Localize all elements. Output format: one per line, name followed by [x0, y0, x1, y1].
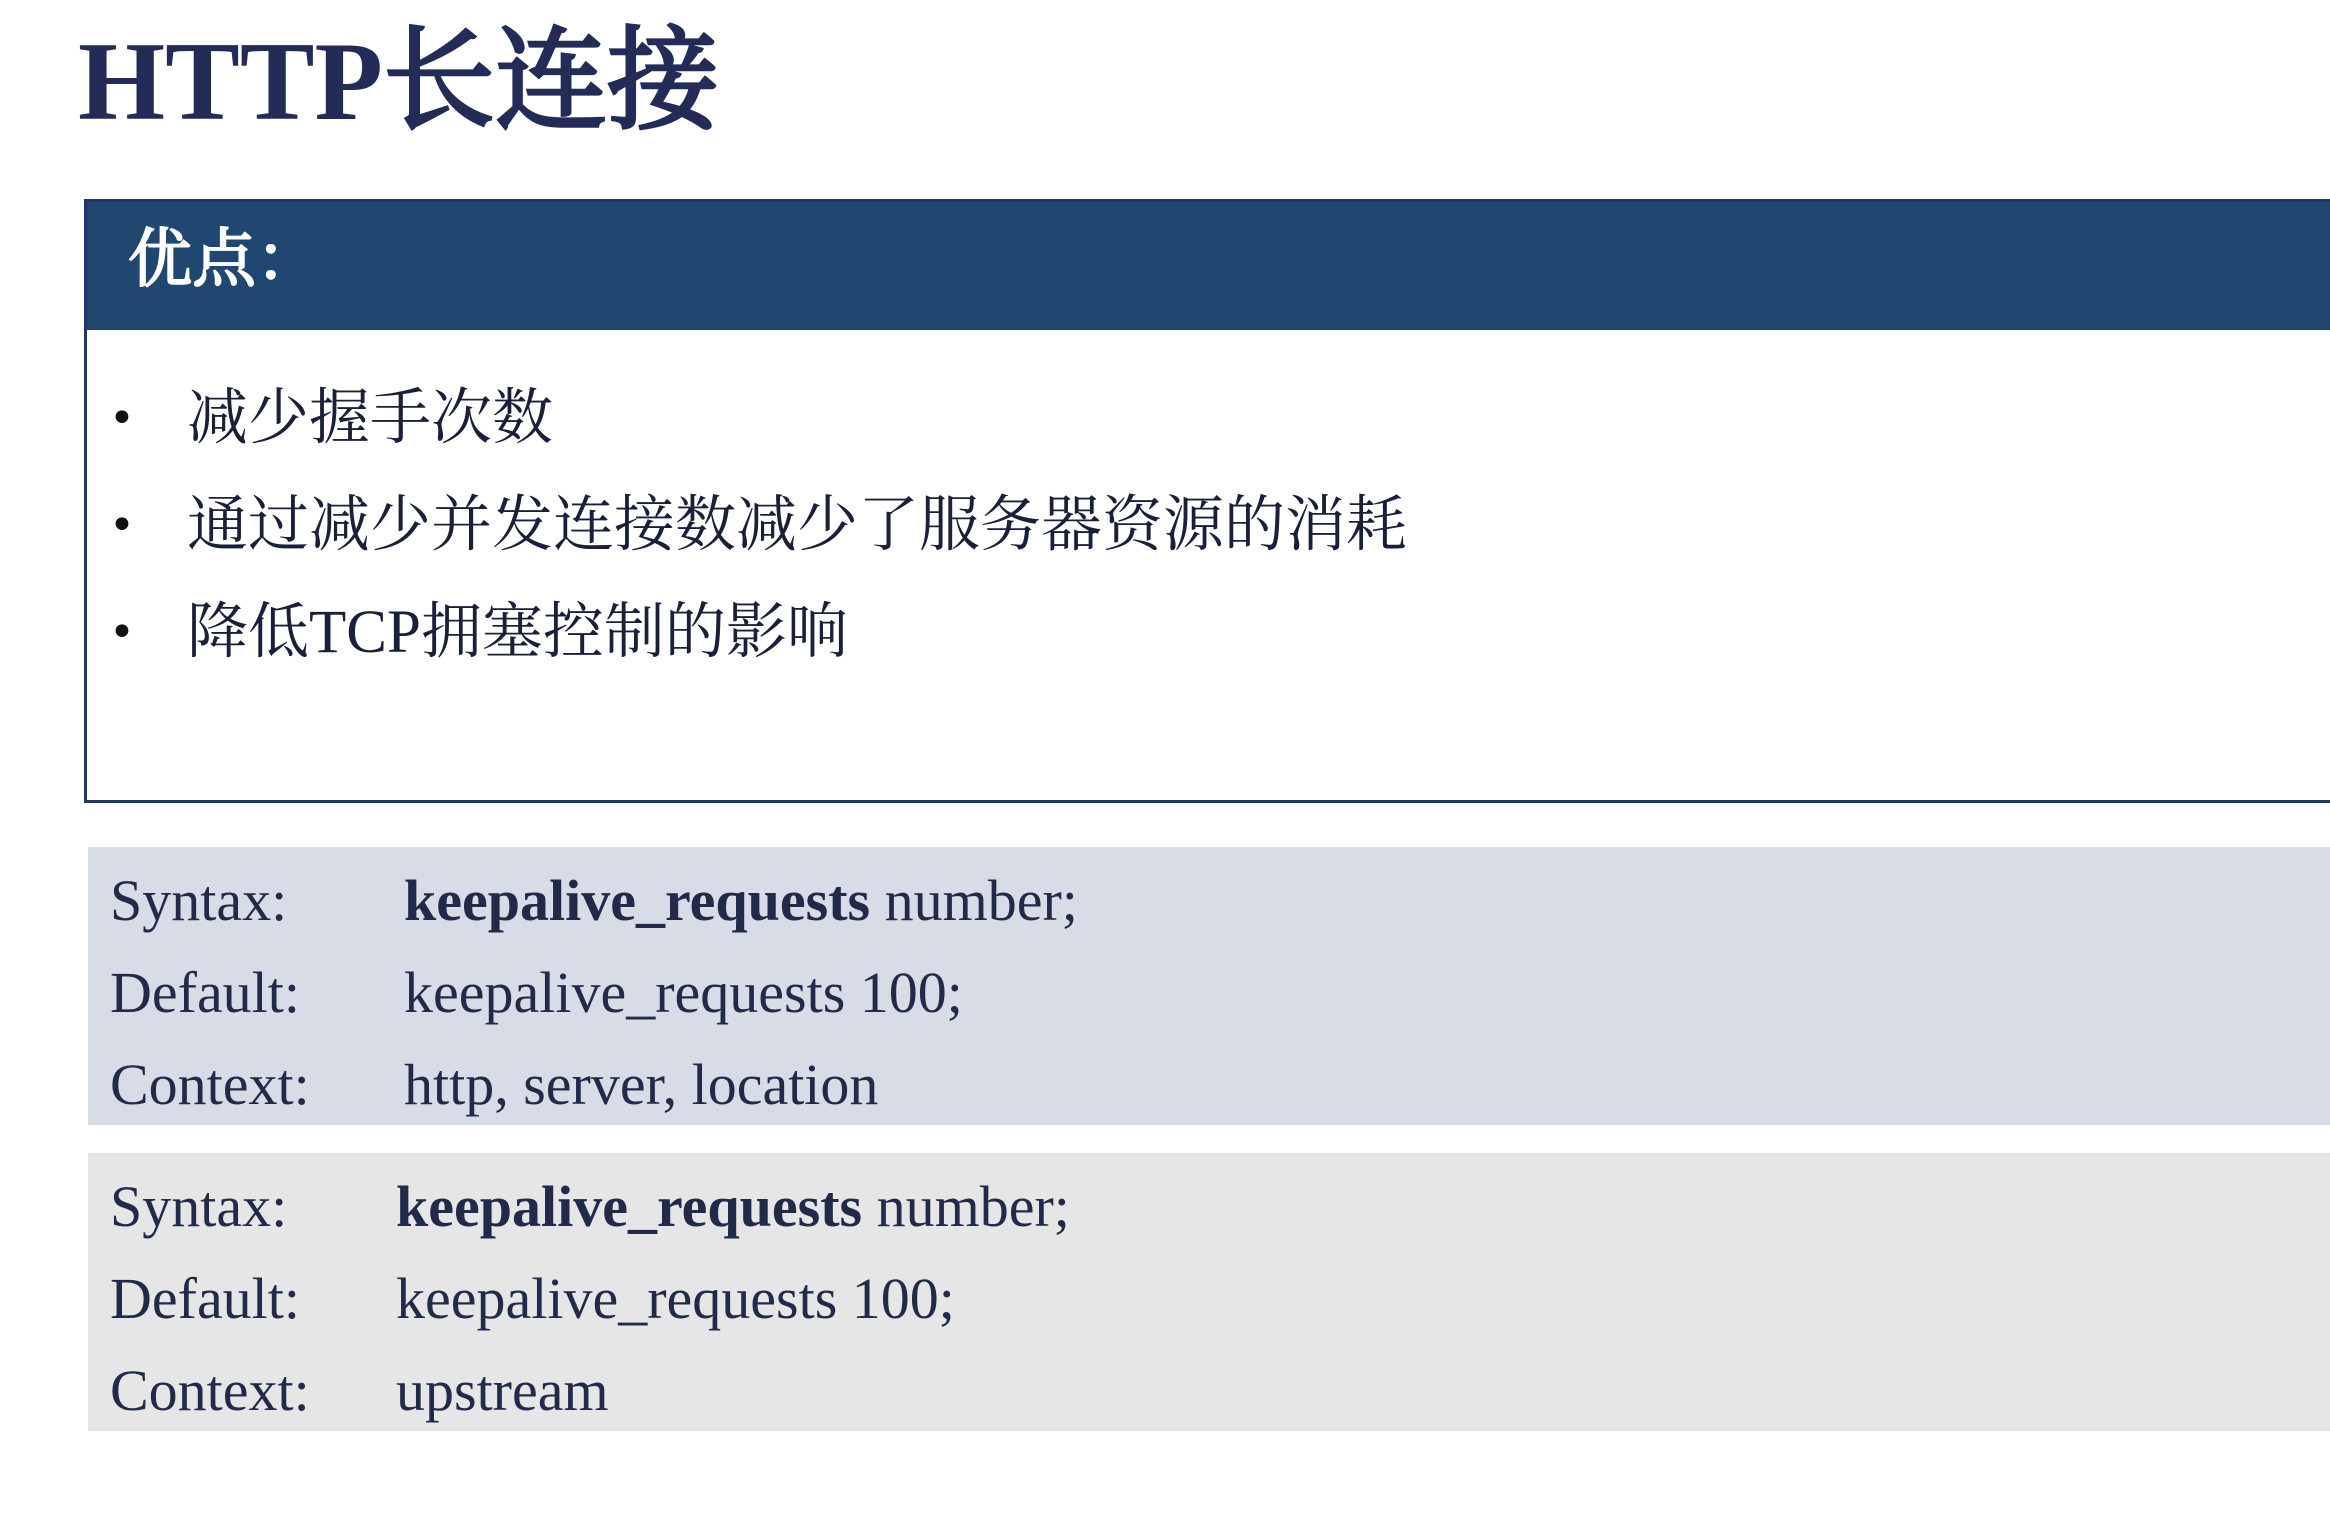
syntax-row [88, 1161, 2330, 1253]
directive-panel-http [88, 847, 2330, 1125]
list-item-text: 通过减少并发连接数减少了服务器资源的消耗 [187, 492, 1408, 559]
directive-panel-upstream [88, 1153, 2330, 1431]
context-label: Context: [110, 1052, 310, 1117]
syntax-argument: number; [862, 1174, 1070, 1239]
default-label: Default: [110, 1266, 301, 1331]
context-row [88, 1039, 2330, 1131]
list-item-text: 减少握手次数 [187, 385, 554, 452]
context-value: http, server, location [404, 1052, 879, 1117]
bullet-icon: • [109, 393, 135, 444]
page-title: HTTP长连接 [78, 20, 719, 144]
syntax-row [88, 855, 2330, 947]
syntax-label: Syntax: [110, 868, 288, 933]
context-row [88, 1345, 2330, 1437]
context-value: upstream [396, 1358, 609, 1423]
default-label: Default: [110, 960, 301, 1025]
context-label: Context: [110, 1358, 310, 1423]
syntax-keyword: keepalive_requests [396, 1174, 863, 1239]
syntax-argument: number; [870, 868, 1078, 933]
syntax-value [404, 855, 1078, 947]
advantages-box [84, 199, 2330, 803]
advantages-header [87, 202, 2330, 330]
default-row [88, 947, 2330, 1039]
default-value: keepalive_requests 100; [404, 960, 963, 1025]
syntax-label: Syntax: [110, 1174, 288, 1239]
default-row [88, 1253, 2330, 1345]
bullet-icon: • [109, 500, 135, 551]
syntax-value [396, 1161, 1070, 1253]
bullet-icon: • [109, 607, 135, 658]
syntax-keyword: keepalive_requests [404, 868, 871, 933]
default-value: keepalive_requests 100; [396, 1266, 955, 1331]
advantages-header-label: 优点： [128, 223, 320, 297]
list-item-text: 降低TCP拥塞控制的影响 [187, 599, 848, 666]
